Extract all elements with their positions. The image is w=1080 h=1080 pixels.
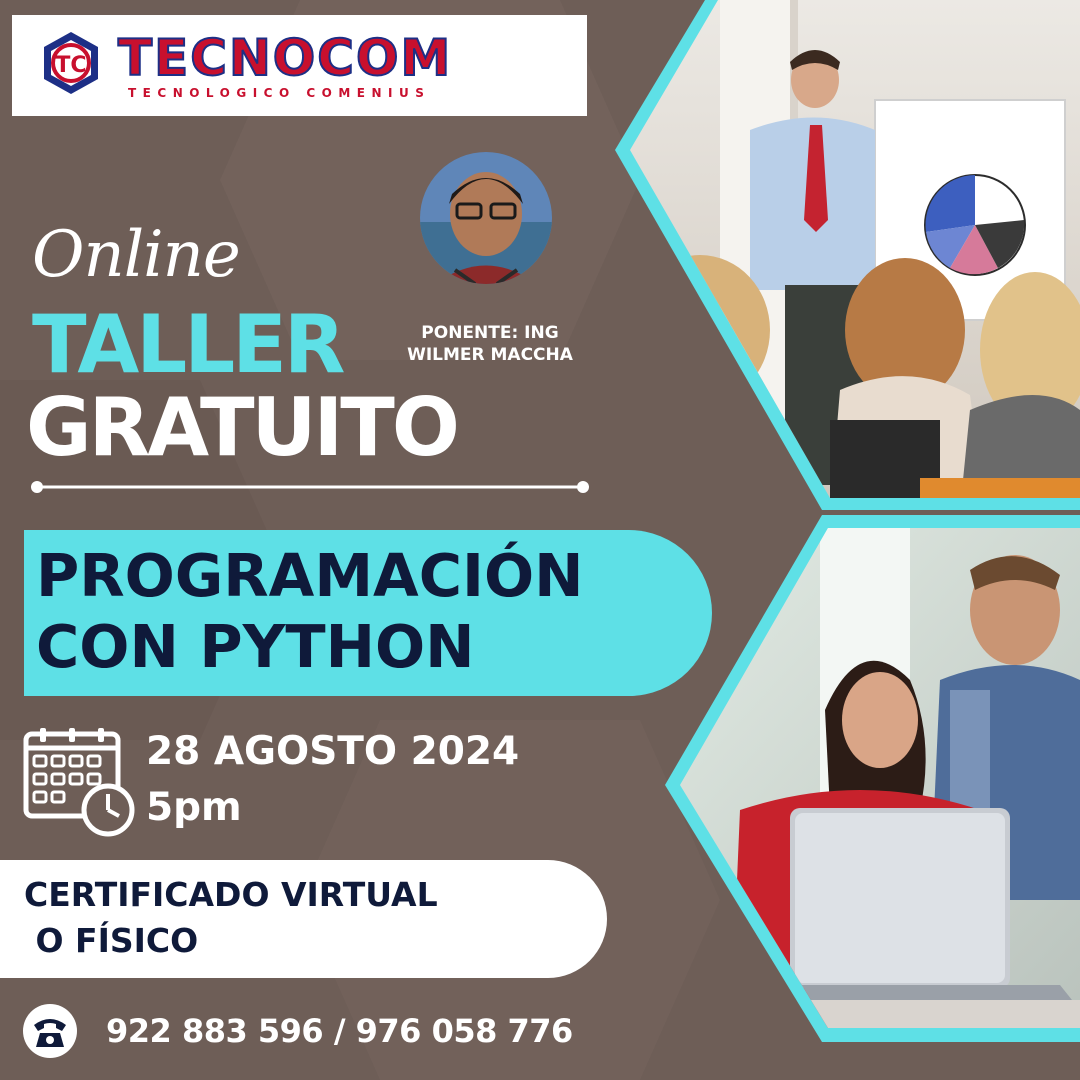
topic-title [36,540,696,690]
speaker-caption [380,322,600,370]
contact-phones: 922 883 596 / 976 058 776 [106,1012,573,1050]
logo-title: TECNOCOM [118,29,453,87]
calendar-icon [22,726,140,838]
logo-tagline: TECNOLOGICO COMENIUS [128,86,431,100]
speaker-avatar [405,152,567,284]
mode-label: Online [32,218,240,292]
speaker-name: WILMER MACCHA [407,345,573,365]
logo-emblem-letters: TC [55,53,87,78]
event-date: 28 AGOSTO 2024 [146,729,520,774]
logo-emblem-icon [38,30,104,96]
phone-icon [22,1003,78,1059]
title-line-1: TALLER [32,298,343,391]
topic-line-1: PROGRAMACIÓN [36,541,584,610]
topic-line-2: CON PYTHON [36,612,475,681]
event-time: 5pm [146,785,242,830]
title-line-2: GRATUITO [26,381,457,474]
speaker-label: PONENTE: ING [421,323,559,343]
certificate-text: CERTIFICADO VIRTUAL O FÍSICO [24,875,438,960]
divider-line [30,480,590,494]
